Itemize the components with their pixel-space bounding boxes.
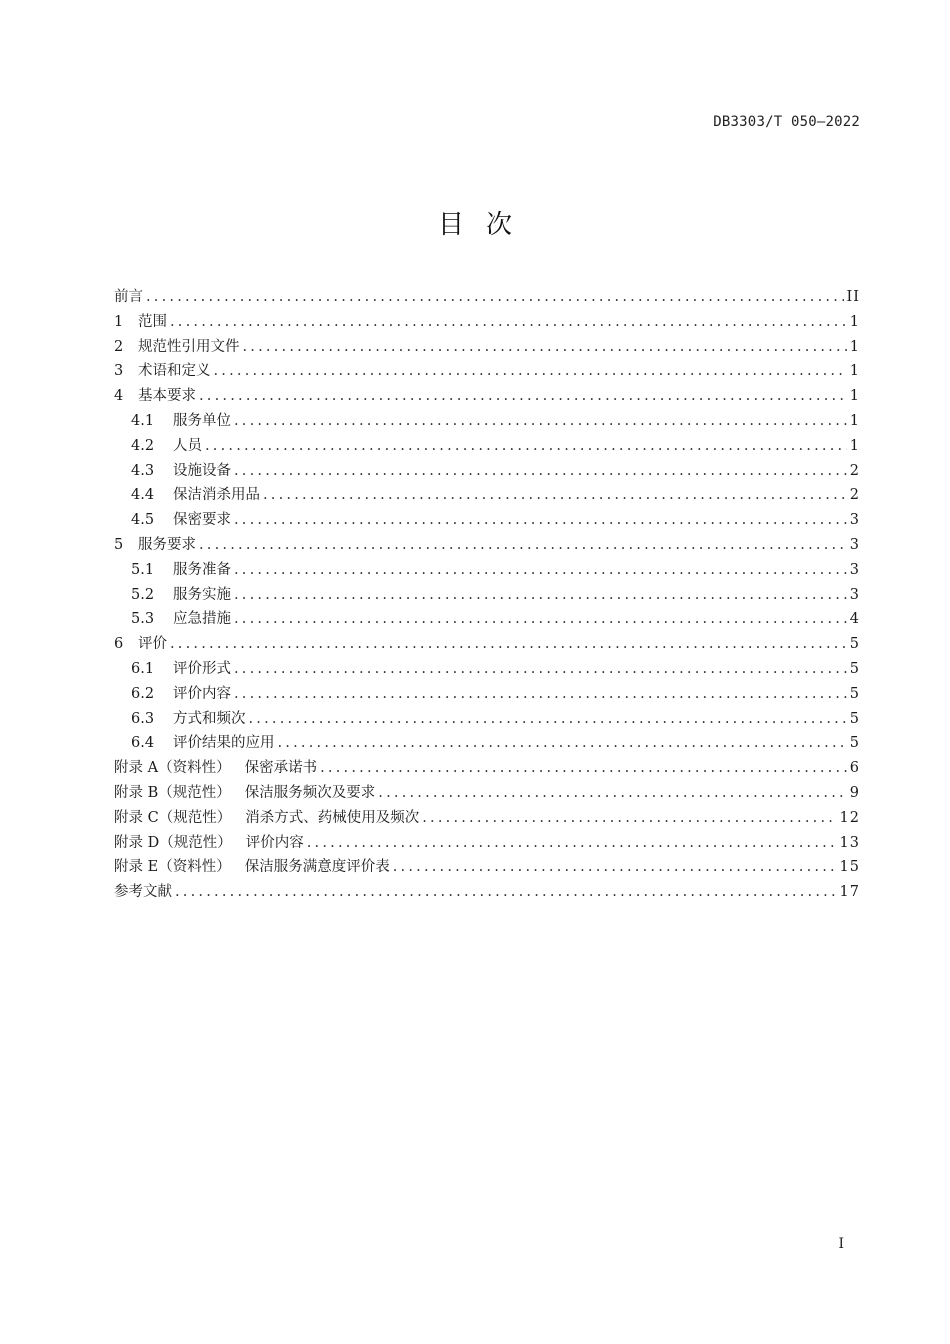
toc-entry-page: 1 [849,437,860,454]
toc-entry[interactable] [114,384,860,409]
toc-entry-label: 参考文献 [114,884,172,901]
toc-entry-page: 3 [849,536,860,553]
toc-entry[interactable] [114,409,860,434]
toc-entry[interactable] [114,583,860,608]
toc-dot-leader [249,707,847,732]
toc-entry-title [131,707,246,732]
toc-entry-title [114,831,304,856]
toc-entry[interactable] [114,682,860,707]
toc-entry-page: 3 [849,561,860,578]
page-number: I [838,1236,844,1252]
toc-entry-label: 评价结果的应用 [173,735,275,752]
toc-entry-title [131,558,231,583]
toc-entry-page: 6 [849,760,860,777]
toc-dot-leader [214,359,847,384]
toc-entry-title [131,731,275,756]
toc-entry-title [114,756,317,781]
toc-dot-leader [234,657,847,682]
toc-entry-title [114,880,172,905]
toc-entry-number: 4.2 [131,437,155,454]
toc-entry-label: 方式和频次 [173,710,246,727]
toc-entry[interactable] [114,335,860,360]
toc-entry-page: 1 [849,338,860,355]
toc-entry-number: 6.1 [131,660,155,677]
toc-entry-title [114,359,211,384]
toc-entry-page: 1 [849,412,860,429]
toc-appendix-tag: 附录 A（资料性） [114,760,231,777]
toc-entry-number: 3 [114,363,124,380]
toc-entry-title [114,855,390,880]
toc-entry-label: 保密要求 [173,512,231,529]
toc-entry-label: 基本要求 [138,388,196,405]
toc-entry[interactable] [114,855,860,880]
toc-entry-page: 2 [849,487,860,504]
toc-entry-title [131,508,231,533]
toc-entry-title [114,285,143,310]
toc-appendix-tag: 附录 E（资料性） [114,859,231,876]
toc-entry-page: 3 [849,586,860,603]
toc-entry-page: 9 [849,784,860,801]
toc-entry-label: 保洁消杀用品 [173,487,260,504]
toc-entry-label: 术语和定义 [138,363,211,380]
toc-entry-label: 应急措施 [173,611,231,628]
toc-entry-page: 1 [849,313,860,330]
toc-dot-leader [199,384,847,409]
toc-appendix-tag: 附录 C（规范性） [114,809,232,826]
toc-entry[interactable] [114,533,860,558]
toc-dot-leader [234,508,847,533]
toc-entry-page: 3 [849,512,860,529]
toc-dot-leader [170,310,847,335]
toc-dot-leader [175,880,837,905]
toc-entry-number: 4.3 [131,462,155,479]
toc-entry-label: 评价 [138,636,167,653]
toc-entry-label: 保密承诺书 [244,760,318,777]
toc-dot-leader [393,855,837,880]
toc-entry-label: 消杀方式、药械使用及频次 [245,809,420,826]
toc-entry[interactable] [114,508,860,533]
toc-entry-title [114,335,240,360]
toc-entry-label: 评价形式 [173,660,231,677]
toc-dot-leader [422,806,836,831]
toc-entry-label: 服务实施 [173,586,231,603]
toc-entry[interactable] [114,459,860,484]
toc-entry-title [131,434,202,459]
toc-entry-title [131,583,231,608]
toc-dot-leader [234,558,847,583]
toc-entry-page: 17 [839,884,860,901]
toc-entry-page: 5 [849,660,860,677]
toc-entry-page: 1 [849,363,860,380]
toc-entry[interactable] [114,310,860,335]
toc-entry-title [131,607,231,632]
toc-dot-leader [205,434,847,459]
toc-dot-leader [234,682,847,707]
toc-dot-leader [243,335,847,360]
toc-dot-leader [170,632,847,657]
toc-entry-title [114,781,375,806]
toc-entry-label: 设施设备 [173,462,231,479]
toc-entry-title [114,533,196,558]
toc-dot-leader [234,459,847,484]
toc-entry-page: 13 [839,834,860,851]
toc-dot-leader [199,533,847,558]
toc-entry-title [131,657,231,682]
toc-entry-number: 6.3 [131,710,155,727]
toc-entry-number: 6.2 [131,685,155,702]
toc-entry-label: 保洁服务频次及要求 [244,784,376,801]
toc-entry-label: 人员 [173,437,202,454]
toc-entry-label: 评价内容 [245,834,304,851]
toc-dot-leader [307,831,837,856]
toc-entry-page: 12 [839,809,860,826]
toc-entry-number: 5.2 [131,586,155,603]
toc-entry-number: 4.5 [131,512,155,529]
toc-entry-title [114,384,196,409]
toc-dot-leader [320,756,847,781]
toc-entry-page: 5 [849,735,860,752]
toc-dot-leader [146,285,844,310]
toc-entry[interactable] [114,483,860,508]
toc-entry-label: 保洁服务满意度评价表 [244,859,390,876]
toc-dot-leader [278,731,847,756]
toc-entry-title [114,632,167,657]
toc-dot-leader [234,409,847,434]
toc-entry[interactable] [114,359,860,384]
toc-entry-number: 6 [114,636,124,653]
toc-entry-label: 规范性引用文件 [138,338,240,355]
toc-entry[interactable] [114,558,860,583]
toc-entry[interactable] [114,831,860,856]
toc-entry-page: 5 [849,636,860,653]
toc-entry-number: 5.1 [131,561,155,578]
toc-entry-title [131,459,231,484]
toc-dot-leader [263,483,847,508]
toc-dot-leader [234,607,847,632]
toc-entry-page: 5 [849,685,860,702]
toc-entry-label: 服务准备 [173,561,231,578]
toc-entry-label: 前言 [114,289,143,305]
toc-entry[interactable] [114,806,860,831]
toc-entry-page: II [846,289,860,305]
toc-entry[interactable] [114,657,860,682]
toc-entry-title [131,483,260,508]
toc-entry-number: 4.4 [131,487,155,504]
toc-entry[interactable] [114,632,860,657]
toc-entry[interactable] [114,707,860,732]
toc-appendix-tag: 附录 D（规范性） [114,834,232,851]
toc-entry-number: 4 [114,388,124,405]
toc-entry-label: 评价内容 [173,685,231,702]
toc-entry[interactable] [114,880,860,905]
toc-entry-number: 2 [114,338,124,355]
toc-entry-page: 15 [839,859,860,876]
toc-entry-number: 5 [114,536,124,553]
toc-entry[interactable] [114,607,860,632]
toc-entry-number: 6.4 [131,735,155,752]
toc-entry-number: 4.1 [131,412,155,429]
toc-entry-title [131,409,231,434]
toc-dot-leader [378,781,847,806]
toc-entry-label: 范围 [138,313,167,330]
toc-entry-title [131,682,231,707]
toc-entry-number: 5.3 [131,611,155,628]
toc-title: 目次 [437,210,534,240]
toc-entry-label: 服务单位 [173,412,231,429]
toc-entry[interactable] [114,434,860,459]
toc-entry-page: 1 [849,388,860,405]
toc-entry-page: 4 [849,611,860,628]
toc-entry[interactable] [114,756,860,781]
toc-dot-leader [234,583,847,608]
toc-entry-page: 5 [849,710,860,727]
table-of-contents [114,285,860,905]
toc-entry-title [114,310,167,335]
toc-entry-title [114,806,419,831]
toc-appendix-tag: 附录 B（规范性） [114,784,231,801]
toc-entry-label: 服务要求 [138,536,196,553]
toc-entry-page: 2 [849,462,860,479]
toc-entry[interactable] [114,781,860,806]
toc-entry-number: 1 [114,313,124,330]
toc-entry[interactable] [114,731,860,756]
document-code: DB3303/T 050—2022 [713,114,860,130]
toc-entry[interactable] [114,285,860,310]
